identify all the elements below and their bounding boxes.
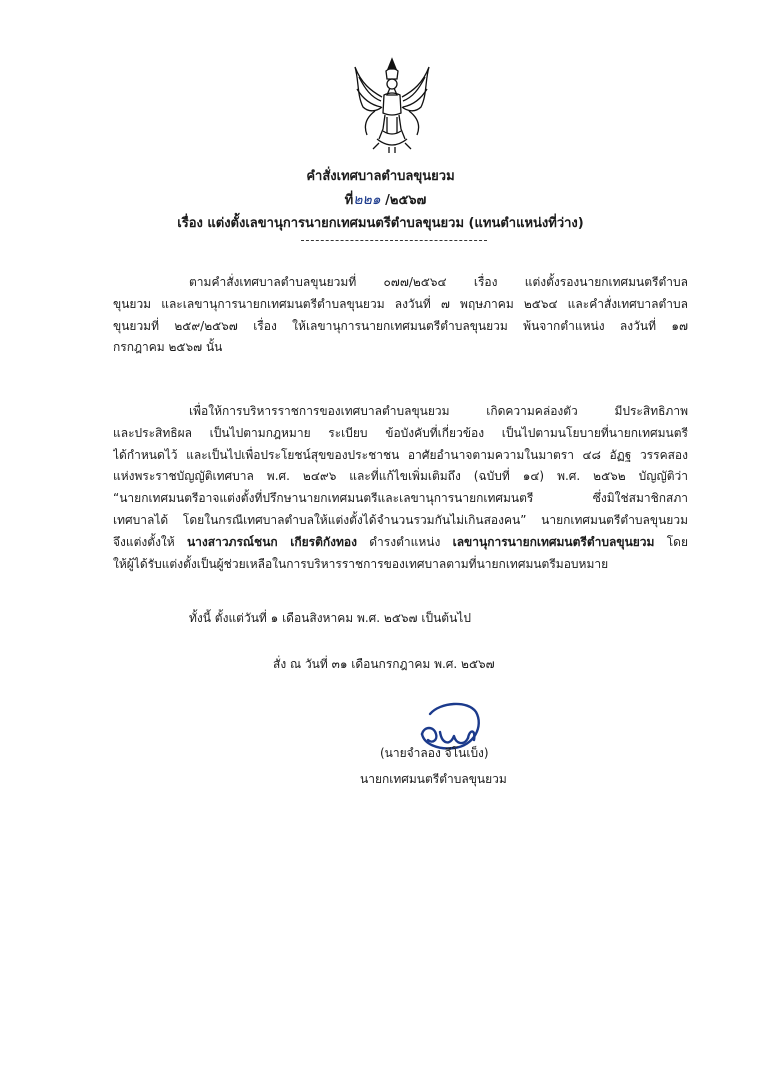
signatory-name: (นายจำลอง จีโนเบ็ง) [380, 746, 489, 760]
appointment-middle: ดำรงตำแหน่ง [369, 534, 441, 549]
paragraph-line: ได้กำหนดไว้ และเป็นไปเพื่อประโยชน์สุขของประชาชน อาศัยอำนาจตามความในมาตรา ๔๘ อัฏฐ วรรคสอง [113, 447, 688, 462]
paragraph-line: เทศบาลได้ โดยในกรณีเทศบาลตำบลให้แต่งตั้งได้จำนวนรวมกันไม่เกินสองคน” นายกเทศมนตรีตำบลขุนยวม [113, 512, 688, 527]
appointed-position: เลขานุการนายกเทศมนตรีตำบลขุนยวม [452, 534, 655, 549]
order-title: คำสั่งเทศบาลตำบลขุนยวม [306, 169, 455, 184]
appointment-suffix: โดย [666, 534, 688, 549]
signatory-position: นายกเทศมนตรีตำบลขุนยวม [360, 772, 507, 786]
order-number-suffix: /๒๕๖๗ [385, 193, 427, 208]
paragraph-line: เพื่อให้การบริหารราชการของเทศบาลตำบลขุนยวม เกิดความคล่องตัว มีประสิทธิภาพ [189, 404, 688, 418]
effective-date-text: ทั้งนี้ ตั้งแต่วันที่ ๑ เดือนสิงหาคม พ.ศ. ๒๕๖๗ เป็นต้นไป [189, 611, 471, 625]
order-subject: เรื่อง แต่งตั้งเลขานุการนายกเทศมนตรีตำบลขุนยวม (แทนตำแหน่งที่ว่าง) [177, 216, 584, 231]
appointment-prefix: จึงแต่งตั้งให้ [113, 534, 175, 549]
appointee-name: นางสาวภรณ์ชนก เกียรติกังทอง [186, 534, 358, 549]
order-date-text: สั่ง ณ วันที่ ๓๑ เดือนกรกฎาคม พ.ศ. ๒๕๖๗ [273, 657, 495, 671]
garuda-emblem-icon [349, 55, 435, 155]
paragraph-line: กรกฎาคม ๒๕๖๗ นั้น [113, 340, 223, 355]
order-number-handwritten: ๒๒๑ [353, 192, 381, 208]
paragraph-line: ขุนยวม และเลขานุการนายกเทศมนตรีตำบลขุนยวม ลงวันที่ ๗ พฤษภาคม ๒๕๖๔ และคำสั่งเทศบาลตำบล [113, 296, 688, 311]
order-date [273, 654, 495, 676]
order-number-prefix: ที่ [344, 193, 354, 208]
paragraph-line: ให้ผู้ได้รับแต่งตั้งเป็นผู้ช่วยเหลือในการบริหารราชการของเทศบาลตามที่นายกเทศมนตรีมอบหมาย [113, 556, 609, 571]
header-divider [301, 240, 487, 241]
paragraph-line: “นายกเทศมนตรีอาจแต่งตั้งที่ปรึกษานายกเทศมนตรีและเลขานุการนายกเทศมนตรี ซึ่งมิใช่สมาชิกสภา [113, 491, 688, 506]
appointment-line [113, 532, 688, 554]
paragraph-line: ขุนยวมที่ ๒๕๙/๒๕๖๗ เรื่อง ให้เลขานุการนายกเทศมนตรีตำบลขุนยวม พ้นจากตำแหน่ง ลงวันที่ ๑๗ [113, 318, 688, 333]
paragraph-line: ตามคำสั่งเทศบาลตำบลขุนยวมที่ ๐๗๗/๒๕๖๔ เรื่อง แต่งตั้งรองนายกเทศมนตรีตำบล [189, 275, 688, 289]
paragraph-appointment [113, 401, 688, 575]
paragraph-line: และประสิทธิผล เป็นไปตามกฎหมาย ระเบียบ ข้อบังคับที่เกี่ยวข้อง เป็นไปตามนโยบายที่นายกเทศมนตรี [113, 425, 688, 440]
paragraph-line: แห่งพระราชบัญญัติเทศบาล พ.ศ. ๒๔๙๖ และที่แก้ไขเพิ่มเติมถึง (ฉบับที่ ๑๔) พ.ศ. ๒๕๖๒ บัญญัติว่า [113, 469, 688, 484]
paragraph-reference [113, 272, 688, 359]
effective-date [113, 608, 688, 630]
order-number [0, 189, 761, 211]
